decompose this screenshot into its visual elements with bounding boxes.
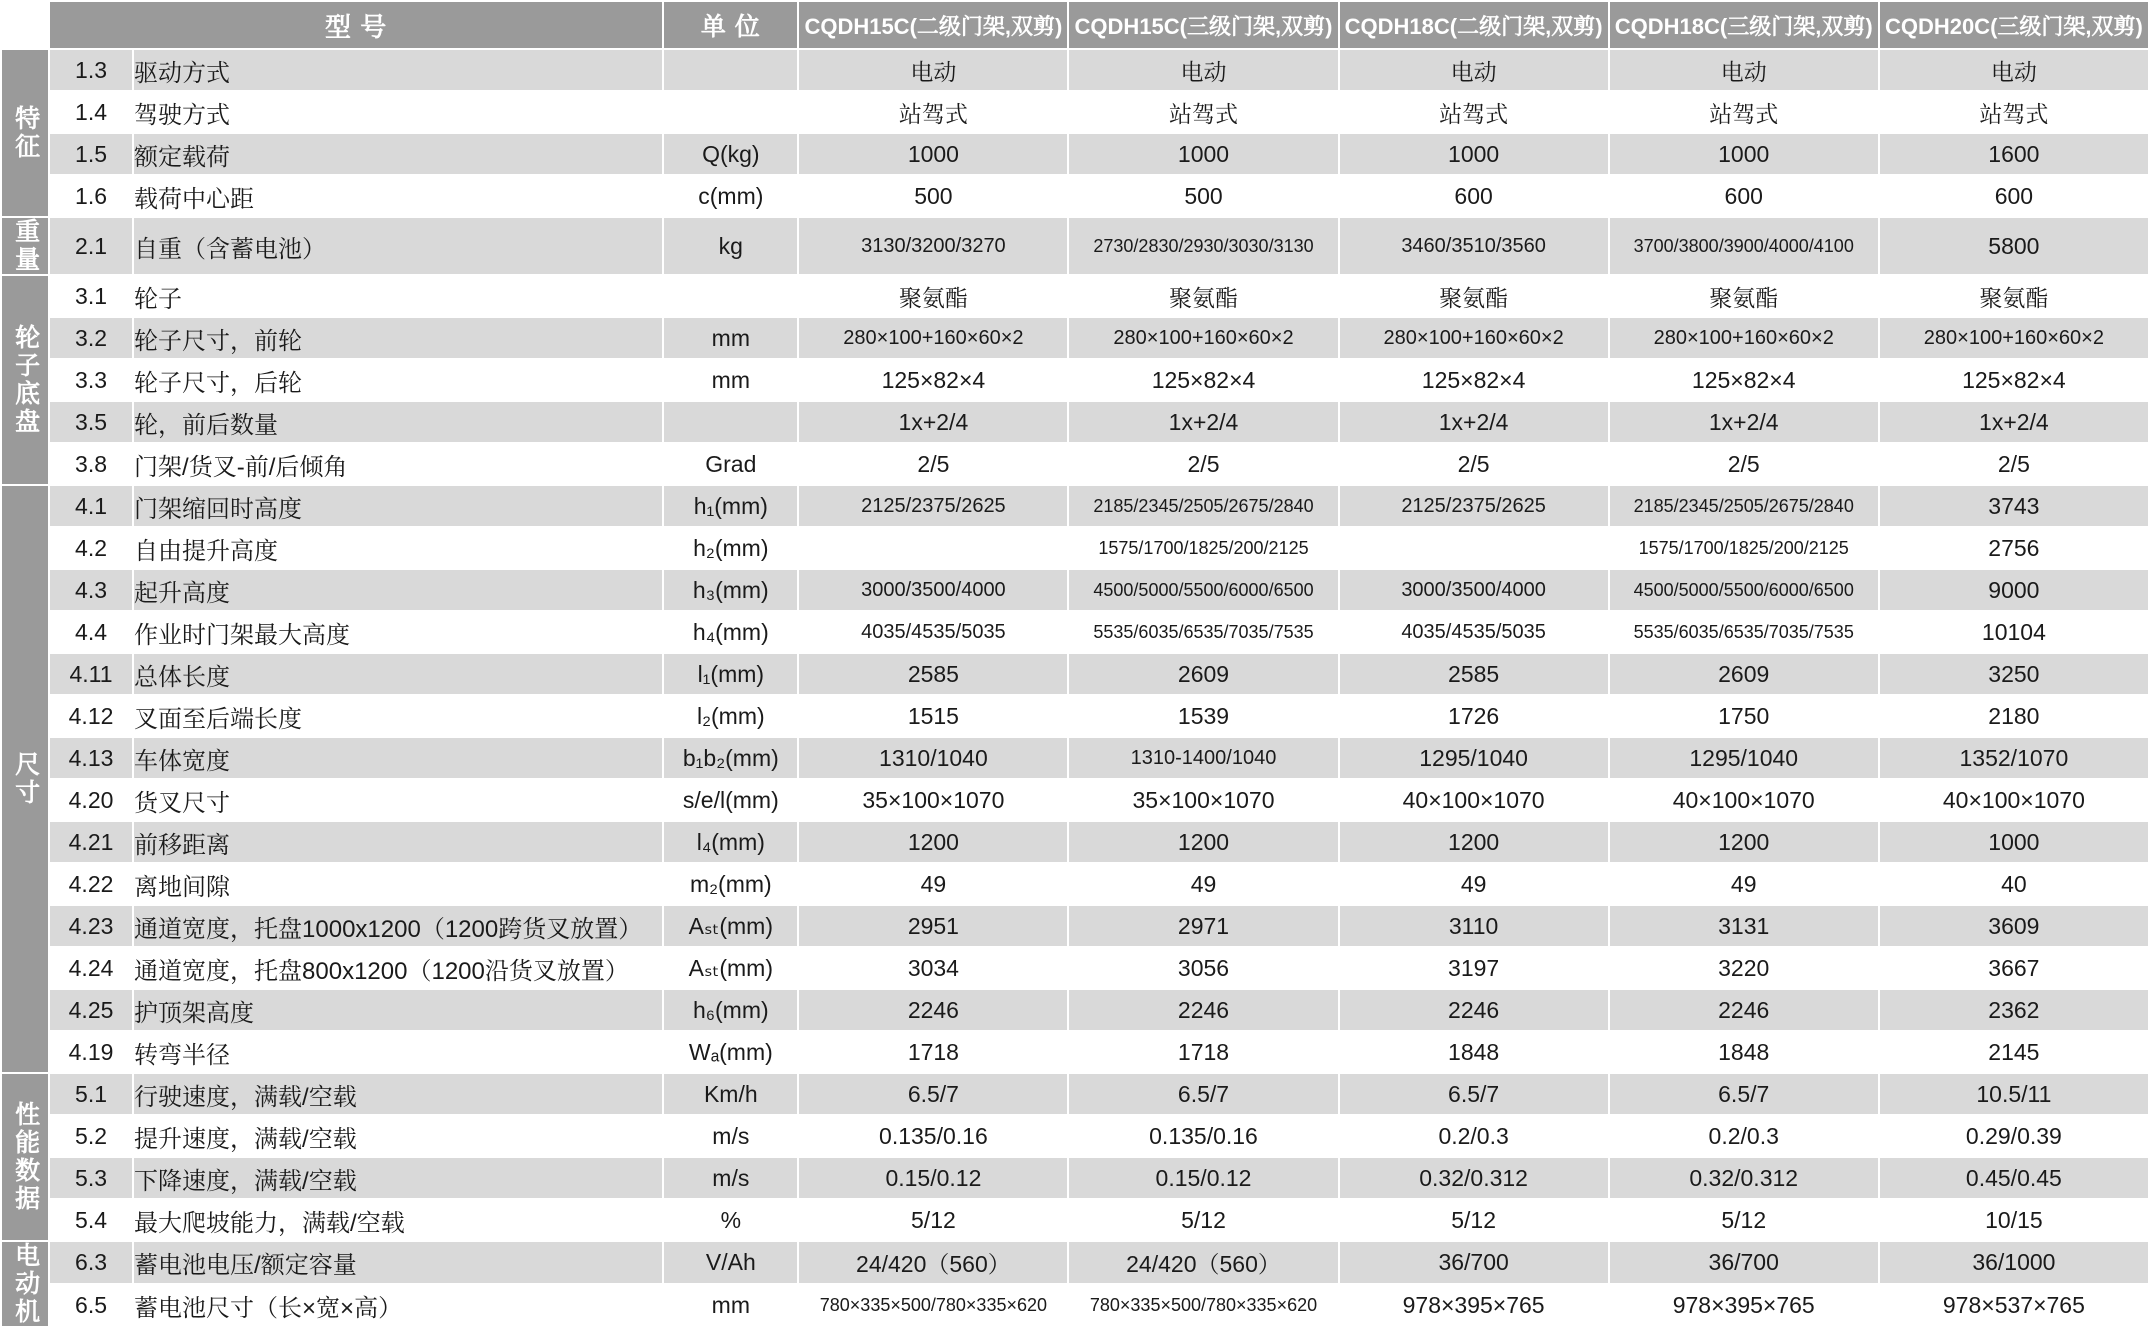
cell-value: 站驾式 xyxy=(798,91,1068,133)
row-label: 载荷中心距 xyxy=(133,175,663,217)
cell-value: 0.135/0.16 xyxy=(798,1115,1068,1157)
row-unit: Q(kg) xyxy=(663,133,798,175)
cell-value: 1200 xyxy=(1339,821,1609,863)
table-header xyxy=(1,1,2149,49)
row-group-label-text: 轮子底盘 xyxy=(11,324,40,436)
row-code: 1.6 xyxy=(49,175,133,217)
row-label: 护顶架高度 xyxy=(133,989,663,1031)
cell-value: 2585 xyxy=(798,653,1068,695)
row-label: 轮子尺寸，后轮 xyxy=(133,359,663,401)
row-label: 通道宽度，托盘800x1200（1200沿货叉放置） xyxy=(133,947,663,989)
row-group-label xyxy=(1,49,49,217)
row-group-label xyxy=(1,217,49,275)
cell-value xyxy=(798,527,1068,569)
cell-value: 3460/3510/3560 xyxy=(1339,217,1609,275)
row-label: 额定载荷 xyxy=(133,133,663,175)
cell-value: 2951 xyxy=(798,905,1068,947)
table-body xyxy=(1,49,2149,1327)
cell-value xyxy=(1339,527,1609,569)
cell-value: 0.32/0.312 xyxy=(1339,1157,1609,1199)
cell-value: 125×82×4 xyxy=(1609,359,1879,401)
cell-value: 0.2/0.3 xyxy=(1339,1115,1609,1157)
cell-value: 1750 xyxy=(1609,695,1879,737)
cell-value: 10104 xyxy=(1879,611,2149,653)
cell-value: 1000 xyxy=(1339,133,1609,175)
row-label: 货叉尺寸 xyxy=(133,779,663,821)
table-row xyxy=(1,275,2149,317)
cell-value: 电动 xyxy=(1068,49,1338,91)
cell-value: 24/420（560） xyxy=(1068,1241,1338,1284)
row-label: 轮，前后数量 xyxy=(133,401,663,443)
row-label: 通道宽度，托盘1000x1200（1200跨货叉放置） xyxy=(133,905,663,947)
row-code: 4.1 xyxy=(49,485,133,527)
row-label: 前移距离 xyxy=(133,821,663,863)
row-code: 4.22 xyxy=(49,863,133,905)
cell-value: 4035/4535/5035 xyxy=(1339,611,1609,653)
cell-value: 电动 xyxy=(798,49,1068,91)
row-group-label xyxy=(1,1073,49,1241)
header-column-1: CQDH15C(二级门架,双剪) xyxy=(798,1,1068,49)
row-label: 叉面至后端长度 xyxy=(133,695,663,737)
table-row xyxy=(1,175,2149,217)
cell-value: 125×82×4 xyxy=(1879,359,2149,401)
row-code: 1.5 xyxy=(49,133,133,175)
cell-value: 3197 xyxy=(1339,947,1609,989)
row-label: 最大爬坡能力，满载/空载 xyxy=(133,1199,663,1241)
cell-value: 780×335×500/780×335×620 xyxy=(1068,1284,1338,1327)
cell-value: 2/5 xyxy=(1339,443,1609,485)
row-code: 1.4 xyxy=(49,91,133,133)
row-label: 自由提升高度 xyxy=(133,527,663,569)
cell-value: 聚氨酯 xyxy=(1879,275,2149,317)
cell-value: 1575/1700/1825/200/2125 xyxy=(1609,527,1879,569)
table-row xyxy=(1,317,2149,359)
row-code: 6.5 xyxy=(49,1284,133,1327)
row-label: 自重（含蓄电池） xyxy=(133,217,663,275)
cell-value: 1848 xyxy=(1609,1031,1879,1073)
cell-value: 6.5/7 xyxy=(1339,1073,1609,1115)
table-row xyxy=(1,947,2149,989)
row-code: 2.1 xyxy=(49,217,133,275)
cell-value: 1000 xyxy=(1879,821,2149,863)
row-group-label xyxy=(1,275,49,485)
table-row xyxy=(1,217,2149,275)
cell-value: 电动 xyxy=(1609,49,1879,91)
cell-value: 1x+2/4 xyxy=(1879,401,2149,443)
cell-value: 1352/1070 xyxy=(1879,737,2149,779)
cell-value: 2609 xyxy=(1068,653,1338,695)
row-group-label xyxy=(1,1241,49,1327)
cell-value: 49 xyxy=(1609,863,1879,905)
row-unit: kg xyxy=(663,217,798,275)
cell-value: 3250 xyxy=(1879,653,2149,695)
row-group-label xyxy=(1,485,49,1073)
cell-value: 2125/2375/2625 xyxy=(798,485,1068,527)
row-code: 5.2 xyxy=(49,1115,133,1157)
row-code: 4.24 xyxy=(49,947,133,989)
row-code: 3.1 xyxy=(49,275,133,317)
header-column-2: CQDH15C(三级门架,双剪) xyxy=(1068,1,1338,49)
table-row xyxy=(1,1115,2149,1157)
cell-value: 3000/3500/4000 xyxy=(798,569,1068,611)
cell-value: 1x+2/4 xyxy=(1609,401,1879,443)
cell-value: 5/12 xyxy=(1068,1199,1338,1241)
table-row xyxy=(1,1241,2149,1284)
row-unit: s/e/l(mm) xyxy=(663,779,798,821)
cell-value: 聚氨酯 xyxy=(1609,275,1879,317)
cell-value: 1200 xyxy=(1609,821,1879,863)
cell-value: 0.2/0.3 xyxy=(1609,1115,1879,1157)
cell-value: 4500/5000/5500/6000/6500 xyxy=(1609,569,1879,611)
row-code: 4.20 xyxy=(49,779,133,821)
cell-value: 6.5/7 xyxy=(798,1073,1068,1115)
row-unit: mm xyxy=(663,1284,798,1327)
row-label: 作业时门架最大高度 xyxy=(133,611,663,653)
cell-value: 1848 xyxy=(1339,1031,1609,1073)
cell-value: 1539 xyxy=(1068,695,1338,737)
cell-value: 1718 xyxy=(1068,1031,1338,1073)
cell-value: 2185/2345/2505/2675/2840 xyxy=(1609,485,1879,527)
cell-value: 2246 xyxy=(1609,989,1879,1031)
table-row xyxy=(1,569,2149,611)
table-row xyxy=(1,653,2149,695)
row-unit: h₃(mm) xyxy=(663,569,798,611)
cell-value: 2971 xyxy=(1068,905,1338,947)
row-label: 离地间隙 xyxy=(133,863,663,905)
row-code: 4.23 xyxy=(49,905,133,947)
cell-value: 1575/1700/1825/200/2125 xyxy=(1068,527,1338,569)
table-row xyxy=(1,527,2149,569)
row-unit: Aₛₜ(mm) xyxy=(663,947,798,989)
row-code: 1.3 xyxy=(49,49,133,91)
row-unit: h₆(mm) xyxy=(663,989,798,1031)
row-unit: l₄(mm) xyxy=(663,821,798,863)
row-label: 提升速度，满载/空载 xyxy=(133,1115,663,1157)
table-row xyxy=(1,695,2149,737)
cell-value: 3667 xyxy=(1879,947,2149,989)
cell-value: 40 xyxy=(1879,863,2149,905)
row-label: 下降速度，满载/空载 xyxy=(133,1157,663,1199)
cell-value: 10/15 xyxy=(1879,1199,2149,1241)
cell-value: 35×100×1070 xyxy=(1068,779,1338,821)
table-row xyxy=(1,1157,2149,1199)
row-group-label-text: 性能数据 xyxy=(11,1101,40,1213)
cell-value: 4035/4535/5035 xyxy=(798,611,1068,653)
row-label: 总体长度 xyxy=(133,653,663,695)
cell-value: 0.15/0.12 xyxy=(798,1157,1068,1199)
cell-value: 0.45/0.45 xyxy=(1879,1157,2149,1199)
cell-value: 36/700 xyxy=(1339,1241,1609,1284)
cell-value: 2609 xyxy=(1609,653,1879,695)
cell-value: 5/12 xyxy=(798,1199,1068,1241)
row-code: 5.1 xyxy=(49,1073,133,1115)
table-row xyxy=(1,1284,2149,1327)
cell-value: 0.135/0.16 xyxy=(1068,1115,1338,1157)
cell-value: 1200 xyxy=(798,821,1068,863)
cell-value: 36/700 xyxy=(1609,1241,1879,1284)
row-label: 门架/货叉-前/后倾角 xyxy=(133,443,663,485)
cell-value: 站驾式 xyxy=(1879,91,2149,133)
row-label: 驱动方式 xyxy=(133,49,663,91)
cell-value: 电动 xyxy=(1339,49,1609,91)
cell-value: 聚氨酯 xyxy=(1068,275,1338,317)
row-code: 4.13 xyxy=(49,737,133,779)
table-row xyxy=(1,905,2149,947)
cell-value: 站驾式 xyxy=(1068,91,1338,133)
cell-value: 2/5 xyxy=(1068,443,1338,485)
cell-value: 978×395×765 xyxy=(1609,1284,1879,1327)
header-unit: 单 位 xyxy=(663,1,798,49)
cell-value: 2756 xyxy=(1879,527,2149,569)
cell-value: 5/12 xyxy=(1609,1199,1879,1241)
cell-value: 5800 xyxy=(1879,217,2149,275)
row-code: 3.2 xyxy=(49,317,133,359)
row-group-label-text: 电动机 xyxy=(11,1242,40,1326)
cell-value: 3034 xyxy=(798,947,1068,989)
cell-value: 40×100×1070 xyxy=(1609,779,1879,821)
cell-value: 3056 xyxy=(1068,947,1338,989)
cell-value: 600 xyxy=(1879,175,2149,217)
cell-value: 聚氨酯 xyxy=(1339,275,1609,317)
table-row xyxy=(1,821,2149,863)
table-row xyxy=(1,1199,2149,1241)
row-unit: mm xyxy=(663,359,798,401)
cell-value: 1200 xyxy=(1068,821,1338,863)
cell-value: 0.32/0.312 xyxy=(1609,1157,1879,1199)
table-row xyxy=(1,401,2149,443)
cell-value: 280×100+160×60×2 xyxy=(1068,317,1338,359)
cell-value: 1x+2/4 xyxy=(798,401,1068,443)
cell-value: 280×100+160×60×2 xyxy=(798,317,1068,359)
cell-value: 5535/6035/6535/7035/7535 xyxy=(1609,611,1879,653)
row-label: 蓄电池电压/额定容量 xyxy=(133,1241,663,1284)
cell-value: 1515 xyxy=(798,695,1068,737)
row-unit: Wₐ(mm) xyxy=(663,1031,798,1073)
row-label: 门架缩回时高度 xyxy=(133,485,663,527)
cell-value: 600 xyxy=(1339,175,1609,217)
cell-value: 站驾式 xyxy=(1339,91,1609,133)
cell-value: 3130/3200/3270 xyxy=(798,217,1068,275)
cell-value: 2180 xyxy=(1879,695,2149,737)
cell-value: 3700/3800/3900/4000/4100 xyxy=(1609,217,1879,275)
cell-value: 3000/3500/4000 xyxy=(1339,569,1609,611)
cell-value: 2246 xyxy=(798,989,1068,1031)
cell-value: 1718 xyxy=(798,1031,1068,1073)
row-unit xyxy=(663,49,798,91)
table-row xyxy=(1,863,2149,905)
header-column-4: CQDH18C(三级门架,双剪) xyxy=(1609,1,1879,49)
cell-value: 280×100+160×60×2 xyxy=(1339,317,1609,359)
row-code: 5.3 xyxy=(49,1157,133,1199)
row-code: 4.11 xyxy=(49,653,133,695)
cell-value: 3743 xyxy=(1879,485,2149,527)
row-label: 行驶速度，满载/空载 xyxy=(133,1073,663,1115)
cell-value: 2/5 xyxy=(1879,443,2149,485)
row-code: 4.3 xyxy=(49,569,133,611)
row-code: 4.19 xyxy=(49,1031,133,1073)
cell-value: 1295/1040 xyxy=(1609,737,1879,779)
table-row xyxy=(1,485,2149,527)
row-code: 4.2 xyxy=(49,527,133,569)
cell-value: 2362 xyxy=(1879,989,2149,1031)
cell-value: 1x+2/4 xyxy=(1068,401,1338,443)
row-code: 5.4 xyxy=(49,1199,133,1241)
table-row xyxy=(1,443,2149,485)
cell-value: 125×82×4 xyxy=(1068,359,1338,401)
cell-value: 5535/6035/6535/7035/7535 xyxy=(1068,611,1338,653)
header-group-spacer xyxy=(1,1,49,49)
cell-value: 280×100+160×60×2 xyxy=(1879,317,2149,359)
row-unit: m₂(mm) xyxy=(663,863,798,905)
cell-value: 6.5/7 xyxy=(1609,1073,1879,1115)
cell-value: 电动 xyxy=(1879,49,2149,91)
cell-value: 1600 xyxy=(1879,133,2149,175)
header-model-name: 型 号 xyxy=(49,1,663,49)
cell-value: 600 xyxy=(1609,175,1879,217)
cell-value: 4500/5000/5500/6000/6500 xyxy=(1068,569,1338,611)
cell-value: 3609 xyxy=(1879,905,2149,947)
cell-value: 40×100×1070 xyxy=(1339,779,1609,821)
row-unit: m/s xyxy=(663,1115,798,1157)
row-unit: mm xyxy=(663,317,798,359)
cell-value: 2/5 xyxy=(798,443,1068,485)
cell-value: 9000 xyxy=(1879,569,2149,611)
cell-value: 1000 xyxy=(1068,133,1338,175)
cell-value: 500 xyxy=(798,175,1068,217)
row-unit xyxy=(663,91,798,133)
row-label: 蓄电池尺寸（长×宽×高） xyxy=(133,1284,663,1327)
cell-value: 24/420（560） xyxy=(798,1241,1068,1284)
cell-value: 40×100×1070 xyxy=(1879,779,2149,821)
cell-value: 35×100×1070 xyxy=(798,779,1068,821)
cell-value: 36/1000 xyxy=(1879,1241,2149,1284)
cell-value: 6.5/7 xyxy=(1068,1073,1338,1115)
row-unit xyxy=(663,401,798,443)
cell-value: 3131 xyxy=(1609,905,1879,947)
row-group-label-text: 重量 xyxy=(11,218,40,274)
table-row xyxy=(1,1031,2149,1073)
row-unit: c(mm) xyxy=(663,175,798,217)
row-label: 轮子 xyxy=(133,275,663,317)
row-unit: b₁b₂(mm) xyxy=(663,737,798,779)
table-row xyxy=(1,49,2149,91)
cell-value: 780×335×500/780×335×620 xyxy=(798,1284,1068,1327)
cell-value: 49 xyxy=(1339,863,1609,905)
row-code: 4.21 xyxy=(49,821,133,863)
table-row xyxy=(1,91,2149,133)
cell-value: 1310-1400/1040 xyxy=(1068,737,1338,779)
row-unit: h₄(mm) xyxy=(663,611,798,653)
cell-value: 0.15/0.12 xyxy=(1068,1157,1338,1199)
row-unit: l₁(mm) xyxy=(663,653,798,695)
cell-value: 2/5 xyxy=(1609,443,1879,485)
row-code: 3.5 xyxy=(49,401,133,443)
cell-value: 2730/2830/2930/3030/3130 xyxy=(1068,217,1338,275)
cell-value: 978×537×765 xyxy=(1879,1284,2149,1327)
row-code: 3.3 xyxy=(49,359,133,401)
row-unit: h₁(mm) xyxy=(663,485,798,527)
row-label: 轮子尺寸，前轮 xyxy=(133,317,663,359)
cell-value: 1295/1040 xyxy=(1339,737,1609,779)
table-row xyxy=(1,359,2149,401)
cell-value: 1310/1040 xyxy=(798,737,1068,779)
table-row xyxy=(1,737,2149,779)
row-unit: % xyxy=(663,1199,798,1241)
row-unit: V/Ah xyxy=(663,1241,798,1284)
row-code: 4.4 xyxy=(49,611,133,653)
header-column-3: CQDH18C(二级门架,双剪) xyxy=(1339,1,1609,49)
row-unit: m/s xyxy=(663,1157,798,1199)
row-unit: Grad xyxy=(663,443,798,485)
cell-value: 2125/2375/2625 xyxy=(1339,485,1609,527)
row-unit xyxy=(663,275,798,317)
cell-value: 3220 xyxy=(1609,947,1879,989)
table-row xyxy=(1,779,2149,821)
cell-value: 1x+2/4 xyxy=(1339,401,1609,443)
row-label: 驾驶方式 xyxy=(133,91,663,133)
cell-value: 2246 xyxy=(1068,989,1338,1031)
cell-value: 1000 xyxy=(798,133,1068,175)
table-header-row xyxy=(1,1,2149,49)
row-unit: h₂(mm) xyxy=(663,527,798,569)
cell-value: 0.29/0.39 xyxy=(1879,1115,2149,1157)
cell-value: 125×82×4 xyxy=(798,359,1068,401)
cell-value: 5/12 xyxy=(1339,1199,1609,1241)
row-label: 转弯半径 xyxy=(133,1031,663,1073)
row-unit: Km/h xyxy=(663,1073,798,1115)
cell-value: 125×82×4 xyxy=(1339,359,1609,401)
row-label: 起升高度 xyxy=(133,569,663,611)
row-code: 3.8 xyxy=(49,443,133,485)
table-row xyxy=(1,611,2149,653)
row-unit: l₂(mm) xyxy=(663,695,798,737)
cell-value: 1726 xyxy=(1339,695,1609,737)
header-column-5: CQDH20C(三级门架,双剪) xyxy=(1879,1,2149,49)
cell-value: 10.5/11 xyxy=(1879,1073,2149,1115)
cell-value: 2185/2345/2505/2675/2840 xyxy=(1068,485,1338,527)
cell-value: 280×100+160×60×2 xyxy=(1609,317,1879,359)
table-row xyxy=(1,1073,2149,1115)
row-code: 4.25 xyxy=(49,989,133,1031)
table-row xyxy=(1,133,2149,175)
cell-value: 站驾式 xyxy=(1609,91,1879,133)
cell-value: 2585 xyxy=(1339,653,1609,695)
cell-value: 2246 xyxy=(1339,989,1609,1031)
row-code: 6.3 xyxy=(49,1241,133,1284)
cell-value: 49 xyxy=(798,863,1068,905)
cell-value: 1000 xyxy=(1609,133,1879,175)
cell-value: 978×395×765 xyxy=(1339,1284,1609,1327)
row-label: 车体宽度 xyxy=(133,737,663,779)
row-group-label-text: 特征 xyxy=(11,105,40,161)
cell-value: 2145 xyxy=(1879,1031,2149,1073)
row-unit: Aₛₜ(mm) xyxy=(663,905,798,947)
table-row xyxy=(1,989,2149,1031)
cell-value: 聚氨酯 xyxy=(798,275,1068,317)
cell-value: 3110 xyxy=(1339,905,1609,947)
row-group-label-text: 尺寸 xyxy=(11,751,40,807)
cell-value: 49 xyxy=(1068,863,1338,905)
cell-value: 500 xyxy=(1068,175,1338,217)
row-code: 4.12 xyxy=(49,695,133,737)
